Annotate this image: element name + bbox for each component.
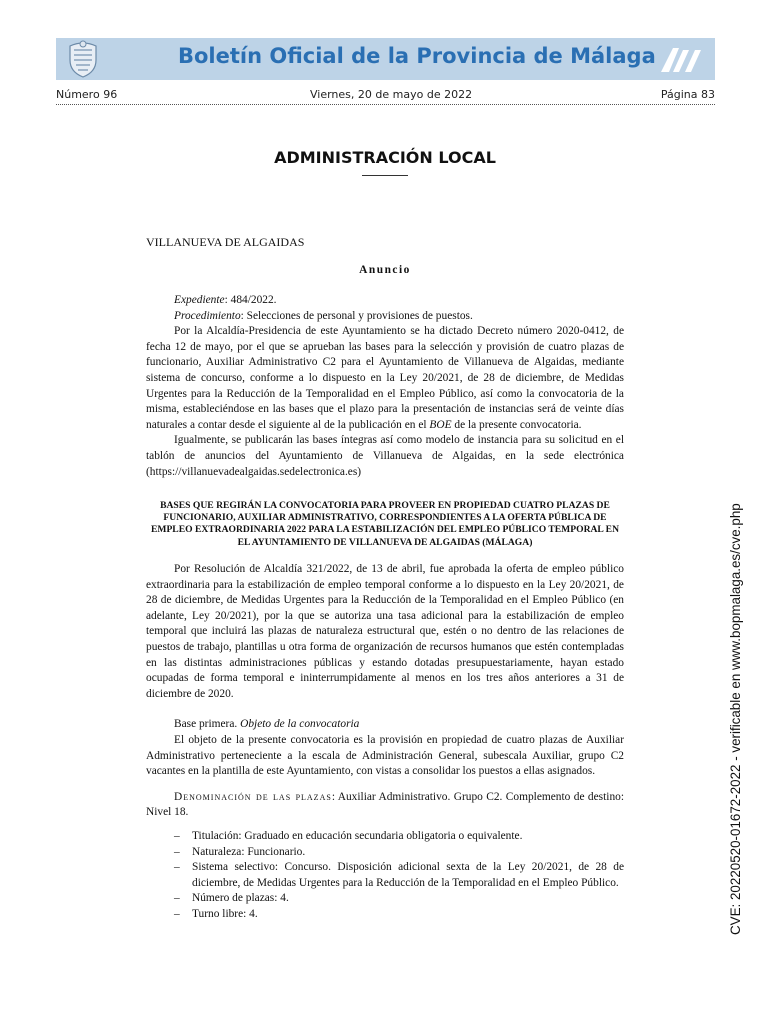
bop-logo-icon (659, 44, 703, 74)
municipality: VILLANUEVA DE ALGAIDAS (146, 235, 305, 249)
base-first-heading: Base primera. Objeto de la convocatoria (174, 718, 360, 731)
section-title: ADMINISTRACIÓN LOCAL (274, 148, 496, 167)
procedimiento-line: Procedimiento: Selecciones de personal y provisiones de puestos. (174, 309, 473, 322)
cve-verification-text: CVE: 20220520-01672-2022 - verificable en www.bopmalaga.es/cve.php (728, 503, 743, 935)
object-paragraph: El objeto de la presente convocatoria es la provisión en propiedad de cuatro plazas de Auxiliar Administrativo perteneciente a la escala de Administración General, subescala Auxiliar, grupo C2 vacantes en la plantilla de este Ayuntamiento, con vistas a consolidar los puestos a ellas asignados. (146, 733, 624, 778)
page-number: Página 83 (660, 88, 715, 101)
document-type: Anuncio (359, 264, 411, 276)
bulletin-title: Boletín Oficial de la Provincia de Málaga (178, 44, 656, 68)
decree-paragraph: Por la Alcaldía-Presidencia de este Ayuntamiento se ha dictado Decreto número 2020-0412, de fecha 12 de mayo, por el que se aprueban las bases para la selección y provisión de cuatro plazas de funcionario, Auxiliar Administrativo C2 para el Ayuntamiento de Villanueva de Algaidas, mediante sistema de concurso, conforme a lo dispuesto en la Ley 20/2021, de 28 de diciembre, de Medidas Urgentes para la Reducción de la Temporalidad en el Empleo Público, así como la convocatoria de la misma, estableciéndose en las bases que el plazo para la presentación de instancias será de veinte días naturales a contar desde el siguiente al de la publicación en el BOE de la presente convocatoria. (146, 325, 624, 431)
section-underline (362, 175, 408, 176)
header-banner (56, 38, 715, 80)
expediente-line: Expediente: 484/2022. (174, 294, 277, 306)
publication-paragraph: Igualmente, se publicarán las bases íntegras así como modelo de instancia para su solicitud en el tablón de anuncios del Ayuntamiento de Villanueva de Algaidas, en la sede electrónica (https://villanuevadealgaidas.sedelectronica.es) (146, 434, 624, 478)
resolution-paragraph: Por Resolución de Alcaldía 321/2022, de 13 de abril, fue aprobada la oferta de empleo público extraordinaria para la estabilización de empleo temporal conforme a lo dispuesto en la Ley 20/2021, de 28 de diciembre, de Medidas Urgentes para la Reducción de la Temporalidad en el Empleo Público (en adelante, Ley 20/2021), por la que se autoriza una tasa adicional para la estabilización de empleo temporal que incluirá las plazas de naturaleza estructural que, estén o no dentro de las relaciones de puestos de trabajo, plantillas u otra forma de organización de recursos humanos que estén contempladas en las distintas administraciones públicas y estando dotadas presupuestariamente, hayan estado ocupadas de forma temporal e ininterrumpidamente al menos en los tres años anteriores a 31 de diciembre de 2020. (146, 563, 624, 700)
list-item: – Naturaleza: Funcionario. (174, 845, 306, 858)
announcement-body (146, 293, 624, 480)
list-item: – Número de plazas: 4. (174, 892, 289, 905)
issue-number: Número 96 (56, 88, 118, 101)
list-item: – Sistema selectivo: Concurso. Disposición adicional sexta de la Ley 20/2021, de 28 de diciembre, de Medidas Urgentes para la Reducción de la Temporalidad en el Empleo Público. (174, 861, 624, 889)
list-item: – Turno libre: 4. (174, 907, 258, 920)
bases-body (146, 562, 624, 922)
requirements-list (146, 829, 624, 923)
province-crest-icon (66, 40, 100, 78)
list-item: – Titulación: Graduado en educación secundaria obligatoria o equivalente. (174, 829, 523, 842)
denomination-paragraph: Denominación de las plazas: Auxiliar Administrativo. Grupo C2. Complemento de destino: Nivel 18. (146, 790, 624, 819)
issue-date: Viernes, 20 de mayo de 2022 (310, 88, 473, 101)
header-divider (56, 104, 715, 105)
bases-heading: BASES QUE REGIRÁN LA CONVOCATORIA PARA PROVEER EN PROPIEDAD CUATRO PLAZAS DE FUNCIONARIO, AUXILIAR ADMINISTRATIVO, CORRESPONDIENTES A LA OFERTA PÚBLICA DE EMPLEO EXTRAORDINARIA 2022 PARA LA ESTABILIZACIÓN DEL EMPLEO PÚBLICO TEMPORAL EN EL AYUNTAMIENTO DE VILLANUEVA DE ALGAIDAS (MÁLAGA) (150, 500, 620, 548)
